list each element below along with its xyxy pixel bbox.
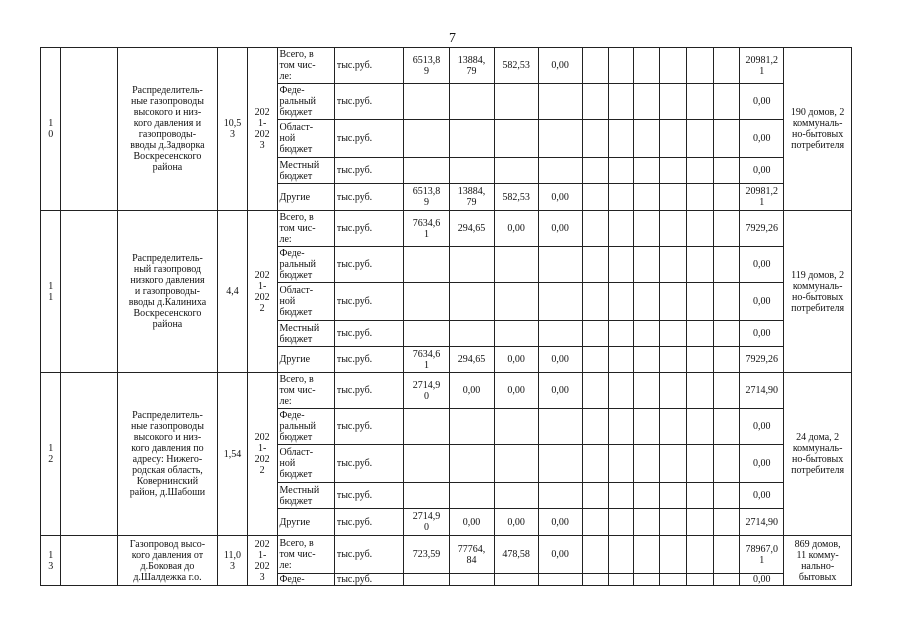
- empty-year-cell: [660, 409, 687, 445]
- value-2022-cell: [449, 445, 494, 483]
- value-2024-cell: [538, 283, 582, 321]
- empty-year-cell: [582, 158, 609, 184]
- empty-year-cell: [713, 509, 740, 536]
- empty-year-cell: [687, 184, 714, 211]
- empty-year-cell: [582, 445, 609, 483]
- total-cell: 0,00: [740, 120, 784, 158]
- unit-cell: тыс.руб.: [334, 536, 404, 574]
- value-2021-cell: 723,59: [404, 536, 449, 574]
- years-cell: 202 1- 202 2: [247, 211, 277, 373]
- value-2022-cell: [449, 574, 494, 586]
- empty-year-cell: [633, 120, 660, 158]
- value-2022-cell: 13884, 79: [449, 48, 494, 84]
- source-cell: Област- ной бюджет: [277, 120, 334, 158]
- empty-year-cell: [582, 120, 609, 158]
- empty-year-cell: [660, 158, 687, 184]
- empty-year-cell: [609, 283, 634, 321]
- empty-year-cell: [609, 184, 634, 211]
- empty-year-cell: [609, 247, 634, 283]
- years-cell: 202 1- 202 2: [247, 373, 277, 536]
- total-cell: 7929,26: [740, 211, 784, 247]
- value-2023-cell: [494, 84, 538, 120]
- value-2023-cell: 0,00: [494, 509, 538, 536]
- empty-year-cell: [713, 48, 740, 84]
- object-name-cell: Распределитель- ные газопроводы высокого и низ- кого давления и газопроводы- вводы д.Задворка Воскресенского района: [117, 48, 217, 211]
- source-cell: Другие: [277, 184, 334, 211]
- source-cell: Всего, в том чис- ле:: [277, 211, 334, 247]
- value-2024-cell: 0,00: [538, 48, 582, 84]
- source-cell: Феде- ральный бюджет: [277, 247, 334, 283]
- value-2024-cell: [538, 321, 582, 347]
- empty-year-cell: [687, 373, 714, 409]
- value-2023-cell: [494, 574, 538, 586]
- unit-cell: тыс.руб.: [334, 211, 404, 247]
- value-2023-cell: [494, 120, 538, 158]
- value-2023-cell: [494, 445, 538, 483]
- table-row: [41, 536, 852, 574]
- value-2024-cell: [538, 445, 582, 483]
- value-2024-cell: 0,00: [538, 211, 582, 247]
- value-2024-cell: 0,00: [538, 347, 582, 373]
- empty-year-cell: [660, 283, 687, 321]
- empty-year-cell: [609, 84, 634, 120]
- empty-year-cell: [713, 321, 740, 347]
- empty-year-cell: [609, 509, 634, 536]
- total-cell: 2714,90: [740, 373, 784, 409]
- source-cell: Всего, в том чис- ле:: [277, 48, 334, 84]
- unit-cell: тыс.руб.: [334, 509, 404, 536]
- empty-year-cell: [713, 120, 740, 158]
- value-2023-cell: [494, 409, 538, 445]
- empty-year-cell: [687, 120, 714, 158]
- empty-year-cell: [633, 211, 660, 247]
- empty-year-cell: [660, 120, 687, 158]
- value-2023-cell: 0,00: [494, 211, 538, 247]
- page-number: 7: [449, 31, 456, 46]
- value-2021-cell: 7634,6 1: [404, 211, 449, 247]
- object-name-cell: Газопровод высо- кого давления от д.Боковая до д.Шалдежка г.о.: [117, 536, 217, 586]
- total-cell: 0,00: [740, 158, 784, 184]
- empty-year-cell: [687, 536, 714, 574]
- empty-year-cell: [633, 283, 660, 321]
- empty-year-cell: [633, 347, 660, 373]
- empty-year-cell: [582, 184, 609, 211]
- empty-year-cell: [609, 409, 634, 445]
- empty-year-cell: [633, 84, 660, 120]
- empty-year-cell: [687, 84, 714, 120]
- total-cell: 0,00: [740, 483, 784, 509]
- value-2023-cell: [494, 247, 538, 283]
- value-2021-cell: [404, 247, 449, 283]
- empty-year-cell: [582, 211, 609, 247]
- empty-year-cell: [687, 283, 714, 321]
- value-2024-cell: [538, 247, 582, 283]
- empty-year-cell: [660, 483, 687, 509]
- source-cell: Област- ной бюджет: [277, 283, 334, 321]
- value-2023-cell: 582,53: [494, 48, 538, 84]
- value-2021-cell: [404, 158, 449, 184]
- value-2022-cell: 13884, 79: [449, 184, 494, 211]
- value-2023-cell: 0,00: [494, 347, 538, 373]
- empty-year-cell: [582, 321, 609, 347]
- result-cell: 119 домов, 2 коммуналь- но-бытовых потребителя: [784, 211, 852, 373]
- value-2021-cell: 6513,8 9: [404, 48, 449, 84]
- empty-year-cell: [660, 347, 687, 373]
- value-2023-cell: [494, 483, 538, 509]
- row-number-cell: 1 2: [41, 373, 61, 536]
- empty-year-cell: [713, 536, 740, 574]
- value-2021-cell: [404, 84, 449, 120]
- value-2022-cell: 0,00: [449, 509, 494, 536]
- value-2023-cell: 0,00: [494, 373, 538, 409]
- result-cell: 190 домов, 2 коммуналь- но-бытовых потребителя: [784, 48, 852, 211]
- total-cell: 7929,26: [740, 347, 784, 373]
- value-2023-cell: [494, 321, 538, 347]
- value-2021-cell: 2714,9 0: [404, 373, 449, 409]
- value-2024-cell: [538, 409, 582, 445]
- empty-year-cell: [713, 483, 740, 509]
- empty-year-cell: [660, 373, 687, 409]
- empty-year-cell: [633, 536, 660, 574]
- source-cell: Всего, в том чис- ле:: [277, 536, 334, 574]
- value-2022-cell: 294,65: [449, 211, 494, 247]
- source-cell: Феде-: [277, 574, 334, 586]
- value-2021-cell: [404, 574, 449, 586]
- unit-cell: тыс.руб.: [334, 409, 404, 445]
- object-name-cell: Распределитель- ный газопровод низкого давления и газопроводы- вводы д.Калиниха Воскресенского района: [117, 211, 217, 373]
- empty-year-cell: [633, 509, 660, 536]
- empty-year-cell: [633, 373, 660, 409]
- empty-year-cell: [687, 445, 714, 483]
- empty-year-cell: [687, 509, 714, 536]
- empty-year-cell: [609, 120, 634, 158]
- unit-cell: тыс.руб.: [334, 184, 404, 211]
- value-2023-cell: 582,53: [494, 184, 538, 211]
- length-cell: 4,4: [218, 211, 248, 373]
- value-2024-cell: 0,00: [538, 373, 582, 409]
- empty-year-cell: [609, 373, 634, 409]
- value-2024-cell: [538, 158, 582, 184]
- length-cell: 11,0 3: [218, 536, 248, 586]
- total-cell: 78967,0 1: [740, 536, 784, 574]
- empty-year-cell: [582, 84, 609, 120]
- total-cell: 0,00: [740, 84, 784, 120]
- empty-year-cell: [660, 445, 687, 483]
- value-2021-cell: 7634,6 1: [404, 347, 449, 373]
- value-2024-cell: 0,00: [538, 184, 582, 211]
- empty-year-cell: [687, 347, 714, 373]
- value-2024-cell: 0,00: [538, 536, 582, 574]
- empty-year-cell: [713, 283, 740, 321]
- total-cell: 0,00: [740, 409, 784, 445]
- value-2022-cell: [449, 247, 494, 283]
- empty-year-cell: [660, 509, 687, 536]
- empty-year-cell: [609, 445, 634, 483]
- empty-year-cell: [582, 509, 609, 536]
- value-2021-cell: [404, 120, 449, 158]
- empty-year-cell: [582, 409, 609, 445]
- value-2024-cell: [538, 574, 582, 586]
- empty-year-cell: [609, 158, 634, 184]
- unit-cell: тыс.руб.: [334, 483, 404, 509]
- empty-year-cell: [687, 211, 714, 247]
- empty-year-cell: [687, 158, 714, 184]
- value-2022-cell: [449, 84, 494, 120]
- empty-year-cell: [713, 247, 740, 283]
- row-number-cell: 1 1: [41, 211, 61, 373]
- blank-cell: [61, 373, 117, 536]
- value-2022-cell: [449, 483, 494, 509]
- empty-year-cell: [609, 483, 634, 509]
- empty-year-cell: [687, 574, 714, 586]
- empty-year-cell: [713, 373, 740, 409]
- empty-year-cell: [609, 347, 634, 373]
- empty-year-cell: [713, 184, 740, 211]
- unit-cell: тыс.руб.: [334, 373, 404, 409]
- empty-year-cell: [713, 347, 740, 373]
- empty-year-cell: [633, 48, 660, 84]
- empty-year-cell: [687, 48, 714, 84]
- value-2022-cell: 0,00: [449, 373, 494, 409]
- empty-year-cell: [713, 211, 740, 247]
- source-cell: Феде- ральный бюджет: [277, 84, 334, 120]
- empty-year-cell: [633, 574, 660, 586]
- source-cell: Област- ной бюджет: [277, 445, 334, 483]
- years-cell: 202 1- 202 3: [247, 48, 277, 211]
- source-cell: Местный бюджет: [277, 321, 334, 347]
- source-cell: Другие: [277, 347, 334, 373]
- value-2023-cell: [494, 283, 538, 321]
- empty-year-cell: [660, 574, 687, 586]
- empty-year-cell: [633, 184, 660, 211]
- unit-cell: тыс.руб.: [334, 120, 404, 158]
- empty-year-cell: [633, 445, 660, 483]
- empty-year-cell: [582, 247, 609, 283]
- value-2021-cell: [404, 321, 449, 347]
- empty-year-cell: [687, 321, 714, 347]
- value-2022-cell: 77764, 84: [449, 536, 494, 574]
- unit-cell: тыс.руб.: [334, 321, 404, 347]
- source-cell: Местный бюджет: [277, 483, 334, 509]
- value-2021-cell: 2714,9 0: [404, 509, 449, 536]
- total-cell: 2714,90: [740, 509, 784, 536]
- table-row: [41, 373, 852, 409]
- result-cell: 24 дома, 2 коммуналь- но-бытовых потребителя: [784, 373, 852, 536]
- empty-year-cell: [609, 211, 634, 247]
- source-cell: Феде- ральный бюджет: [277, 409, 334, 445]
- unit-cell: тыс.руб.: [334, 158, 404, 184]
- row-number-cell: 1 3: [41, 536, 61, 586]
- length-cell: 10,5 3: [218, 48, 248, 211]
- value-2022-cell: [449, 283, 494, 321]
- unit-cell: тыс.руб.: [334, 247, 404, 283]
- empty-year-cell: [660, 536, 687, 574]
- value-2024-cell: 0,00: [538, 509, 582, 536]
- empty-year-cell: [609, 574, 634, 586]
- years-cell: 202 1- 202 3: [247, 536, 277, 586]
- value-2021-cell: 6513,8 9: [404, 184, 449, 211]
- empty-year-cell: [713, 158, 740, 184]
- blank-cell: [61, 48, 117, 211]
- unit-cell: тыс.руб.: [334, 283, 404, 321]
- result-cell: 869 домов, 11 комму- нально- бытовых: [784, 536, 852, 586]
- empty-year-cell: [609, 48, 634, 84]
- value-2022-cell: [449, 409, 494, 445]
- empty-year-cell: [713, 409, 740, 445]
- empty-year-cell: [687, 483, 714, 509]
- total-cell: 0,00: [740, 445, 784, 483]
- source-cell: Местный бюджет: [277, 158, 334, 184]
- row-number-cell: 1 0: [41, 48, 61, 211]
- value-2024-cell: [538, 84, 582, 120]
- empty-year-cell: [687, 247, 714, 283]
- value-2024-cell: [538, 483, 582, 509]
- empty-year-cell: [609, 321, 634, 347]
- empty-year-cell: [609, 536, 634, 574]
- value-2021-cell: [404, 409, 449, 445]
- length-cell: 1,54: [218, 373, 248, 536]
- empty-year-cell: [660, 211, 687, 247]
- empty-year-cell: [713, 574, 740, 586]
- source-cell: Другие: [277, 509, 334, 536]
- value-2022-cell: [449, 321, 494, 347]
- empty-year-cell: [713, 84, 740, 120]
- value-2021-cell: [404, 283, 449, 321]
- empty-year-cell: [660, 48, 687, 84]
- unit-cell: тыс.руб.: [334, 574, 404, 586]
- blank-cell: [61, 211, 117, 373]
- total-cell: 0,00: [740, 321, 784, 347]
- unit-cell: тыс.руб.: [334, 445, 404, 483]
- value-2022-cell: 294,65: [449, 347, 494, 373]
- value-2021-cell: [404, 483, 449, 509]
- budget-table: [40, 47, 852, 586]
- empty-year-cell: [582, 48, 609, 84]
- empty-year-cell: [582, 536, 609, 574]
- table-row: [41, 211, 852, 247]
- empty-year-cell: [633, 409, 660, 445]
- unit-cell: тыс.руб.: [334, 347, 404, 373]
- empty-year-cell: [687, 409, 714, 445]
- empty-year-cell: [582, 574, 609, 586]
- value-2022-cell: [449, 120, 494, 158]
- empty-year-cell: [660, 321, 687, 347]
- total-cell: 0,00: [740, 574, 784, 586]
- blank-cell: [61, 536, 117, 586]
- empty-year-cell: [582, 483, 609, 509]
- empty-year-cell: [633, 158, 660, 184]
- object-name-cell: Распределитель- ные газопроводы высокого и низ- кого давления по адресу: Нижего- родская область, Ковернинский район, д.Шабоши: [117, 373, 217, 536]
- empty-year-cell: [660, 184, 687, 211]
- unit-cell: тыс.руб.: [334, 84, 404, 120]
- value-2021-cell: [404, 445, 449, 483]
- empty-year-cell: [582, 347, 609, 373]
- value-2022-cell: [449, 158, 494, 184]
- empty-year-cell: [660, 247, 687, 283]
- value-2024-cell: [538, 120, 582, 158]
- total-cell: 0,00: [740, 247, 784, 283]
- table-row: [41, 48, 852, 84]
- empty-year-cell: [660, 84, 687, 120]
- unit-cell: тыс.руб.: [334, 48, 404, 84]
- total-cell: 0,00: [740, 283, 784, 321]
- value-2023-cell: [494, 158, 538, 184]
- empty-year-cell: [633, 321, 660, 347]
- total-cell: 20981,2 1: [740, 184, 784, 211]
- total-cell: 20981,2 1: [740, 48, 784, 84]
- empty-year-cell: [713, 445, 740, 483]
- value-2023-cell: 478,58: [494, 536, 538, 574]
- empty-year-cell: [633, 483, 660, 509]
- empty-year-cell: [582, 373, 609, 409]
- source-cell: Всего, в том чис- ле:: [277, 373, 334, 409]
- empty-year-cell: [633, 247, 660, 283]
- empty-year-cell: [582, 283, 609, 321]
